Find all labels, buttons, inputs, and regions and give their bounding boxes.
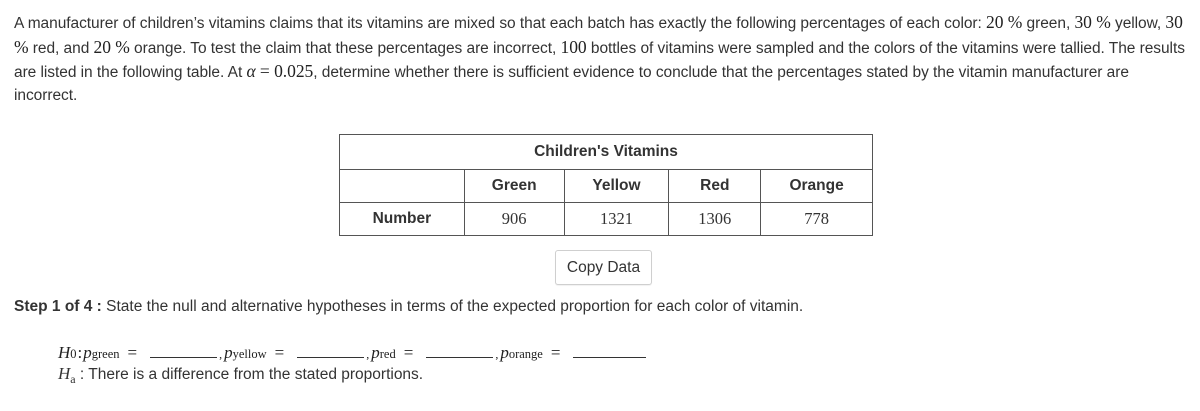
table-row	[340, 203, 873, 236]
header-orange: Orange	[761, 170, 873, 203]
h0-symbol: H	[58, 343, 71, 362]
red-percentage: 30 %	[14, 12, 1183, 57]
p-green-answer-blank[interactable]	[150, 343, 217, 358]
alternative-hypothesis	[58, 364, 423, 389]
vitamins-table	[339, 134, 873, 236]
null-hypothesis	[58, 343, 648, 365]
ha-subscript: a	[70, 372, 76, 386]
step-instruction	[14, 296, 803, 318]
copy-data-button[interactable]: Copy Data	[555, 250, 652, 285]
step-label: Step 1 of 4 :	[14, 298, 107, 315]
p-red-subscript: red	[379, 347, 396, 361]
problem-text: red, and	[28, 39, 94, 57]
alpha-symbol: α	[246, 61, 256, 81]
problem-text: green,	[1022, 15, 1075, 32]
value-green: 906	[464, 203, 564, 236]
ha-symbol: H	[58, 364, 71, 383]
problem-statement	[14, 11, 1194, 107]
step-text: State the null and alternative hypotheses in terms of the expected proportion for each color of vitamin.	[106, 298, 804, 315]
table-header-row	[340, 170, 873, 203]
alpha-value: 0.025	[274, 61, 314, 81]
ha-text: : There is a difference from the stated proportions.	[75, 366, 424, 383]
p-green-subscript: green	[91, 347, 120, 361]
row-label-number: Number	[340, 203, 465, 236]
problem-text: yellow,	[1110, 15, 1166, 32]
p-yellow-answer-blank[interactable]	[297, 343, 364, 358]
sample-size: 100	[560, 36, 587, 57]
p-orange-subscript: orange	[508, 347, 543, 361]
equals-sign: =	[403, 343, 414, 362]
equals-sign: =	[274, 343, 285, 362]
table-caption: Children's Vitamins	[340, 135, 873, 170]
comma: ,	[495, 347, 499, 361]
p-symbol: p	[83, 343, 92, 362]
p-yellow-subscript: yellow	[232, 347, 267, 361]
p-red-answer-blank[interactable]	[426, 343, 493, 358]
p-symbol: p	[371, 343, 380, 362]
comma: ,	[366, 347, 370, 361]
h0-subscript: 0	[70, 347, 77, 361]
p-symbol: p	[224, 343, 233, 362]
green-percentage: 20 %	[986, 12, 1023, 32]
value-orange: 778	[761, 203, 873, 236]
value-yellow: 1321	[564, 203, 669, 236]
problem-text: A manufacturer of children’s vitamins claims that its vitamins are mixed so that each batch has exactly the following percentages of each color:	[14, 15, 987, 32]
equals-sign: =	[550, 343, 561, 362]
table-corner-cell	[340, 170, 465, 203]
problem-text: orange. To test the claim that these percentages are incorrect,	[129, 39, 561, 57]
p-orange-answer-blank[interactable]	[573, 343, 646, 358]
value-red: 1306	[669, 203, 761, 236]
alpha-equals: =	[255, 61, 275, 81]
header-green: Green	[464, 170, 564, 203]
problem-text: , determine whether there is sufficient evidence to conclude that the percentages stated by the vitamin manufacturer are incorrect.	[14, 64, 1129, 104]
equals-sign: =	[127, 343, 138, 362]
orange-percentage: 20 %	[93, 36, 130, 57]
p-symbol: p	[500, 343, 509, 362]
header-red: Red	[669, 170, 761, 203]
h0-colon: :	[77, 343, 83, 362]
comma: ,	[219, 347, 223, 361]
header-yellow: Yellow	[564, 170, 669, 203]
problem-text: bottles of vitamins were sampled and the colors of the vitamins were tallied. The results are listed in the following table. At	[14, 39, 1185, 81]
yellow-percentage: 30 %	[1074, 12, 1111, 32]
